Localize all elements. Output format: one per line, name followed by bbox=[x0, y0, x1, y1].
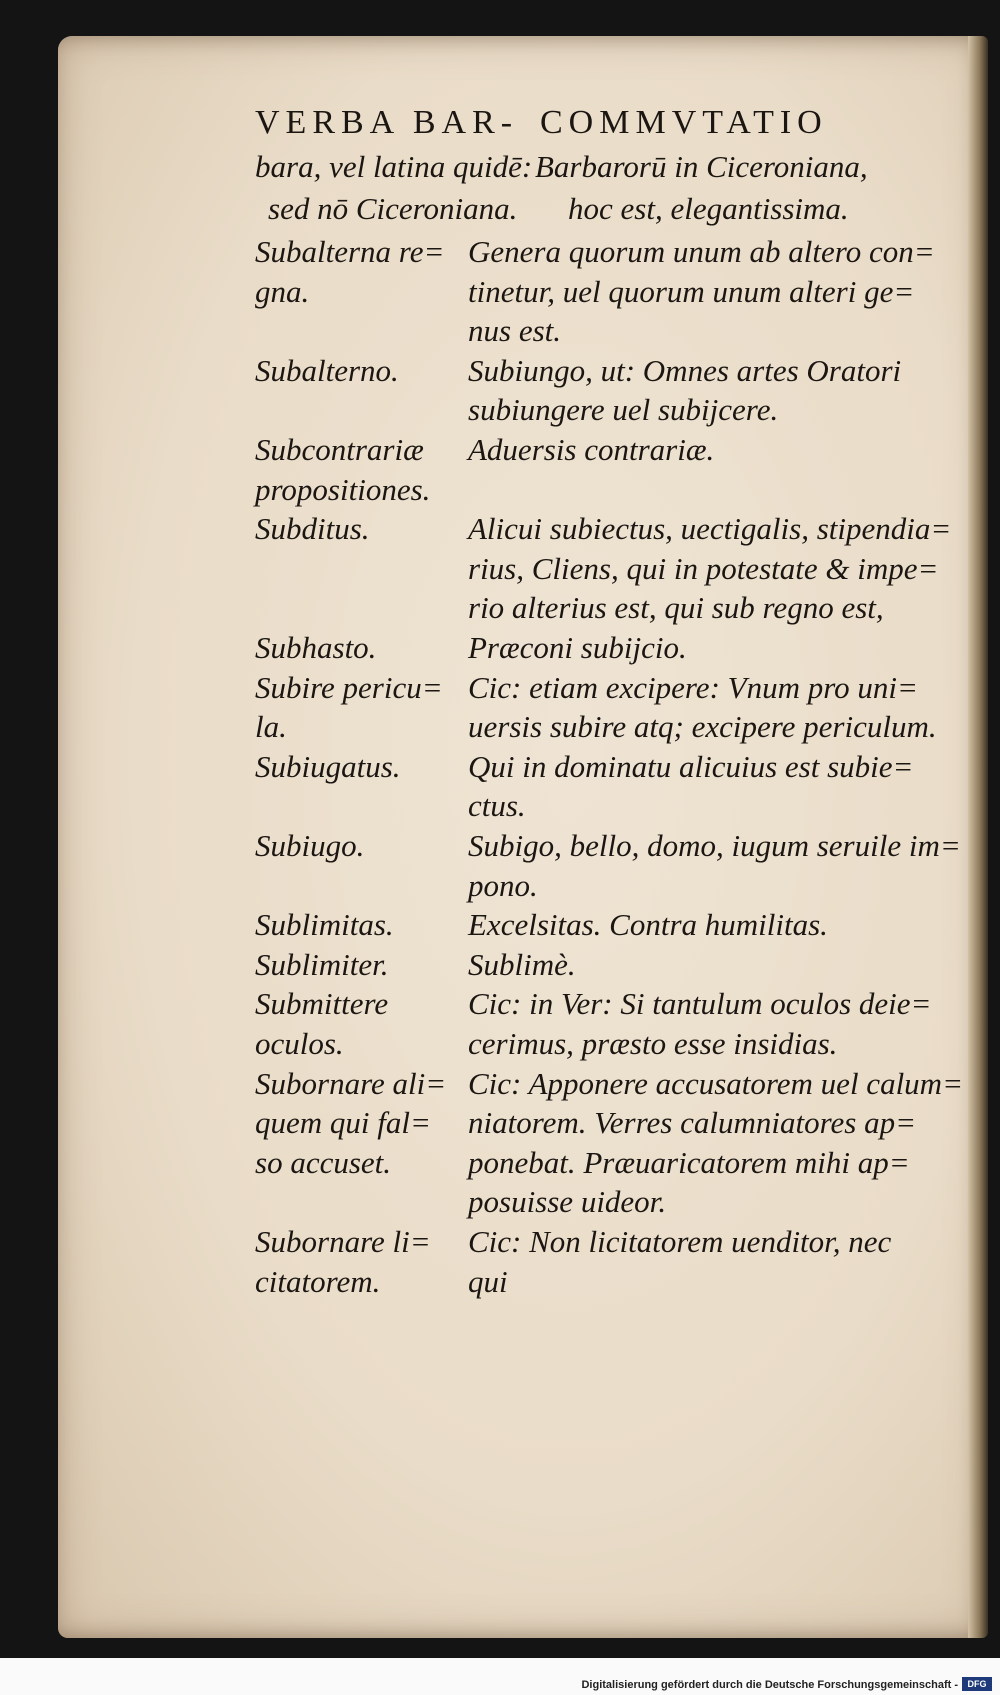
entry-term: propositiones. bbox=[255, 472, 431, 507]
entry-term: Subiugatus. bbox=[255, 749, 401, 784]
entry-term: Submittere bbox=[255, 986, 389, 1021]
header-left-title: VERBA BAR- bbox=[255, 104, 519, 141]
header-right-sub2: hoc est, elegantissima. bbox=[568, 191, 849, 226]
entry-term: Subiugo. bbox=[255, 828, 365, 863]
entry-definition: Subiungo, ut: Omnes artes Oratori bbox=[468, 353, 902, 388]
entry-definition: Cic: Non licitatorem uenditor, nec bbox=[468, 1224, 892, 1259]
entry-term: Sublimitas. bbox=[255, 907, 394, 942]
entry-definition: posuisse uideor. bbox=[468, 1184, 667, 1219]
header-right-title: COMMVTATIO bbox=[540, 104, 828, 141]
entry-definition: Præconi subijcio. bbox=[468, 630, 687, 665]
entry-term: citatorem. bbox=[255, 1264, 381, 1299]
footer-bar bbox=[0, 1658, 1000, 1695]
entry-term: Subornare li= bbox=[255, 1224, 431, 1259]
entry-term: Subalterno. bbox=[255, 353, 399, 388]
entry-term: so accuset. bbox=[255, 1145, 392, 1180]
entry-term: Sublimiter. bbox=[255, 947, 389, 982]
entry-definition: subiungere uel subijcere. bbox=[468, 392, 779, 427]
entry-definition: rio alterius est, qui sub regno est, bbox=[468, 590, 884, 625]
entry-term: Subire pericu= bbox=[255, 670, 443, 705]
header-right-sub1: Barbarorū in Ciceroniana, bbox=[535, 149, 868, 184]
entry-definition: Excelsitas. Contra humilitas. bbox=[468, 907, 828, 942]
dfg-logo: DFG bbox=[962, 1677, 992, 1691]
footer-credit: Digitalisierung gefördert durch die Deutsche Forschungsgemeinschaft - bbox=[581, 1679, 958, 1691]
entry-term: Subditus. bbox=[255, 511, 370, 546]
entry-term: quem qui fal= bbox=[255, 1105, 431, 1140]
entry-definition: cerimus, præsto esse insidias. bbox=[468, 1026, 838, 1061]
entry-term: Subornare ali= bbox=[255, 1066, 447, 1101]
entry-definition: nus est. bbox=[468, 313, 561, 348]
entry-definition: rius, Cliens, qui in potestate & impe= bbox=[468, 551, 939, 586]
entry-definition: tinetur, uel quorum unum alteri ge= bbox=[468, 274, 915, 309]
entry-definition: ponebat. Præuaricatorem mihi ap= bbox=[468, 1145, 910, 1180]
entry-definition: niatorem. Verres calumniatores ap= bbox=[468, 1105, 916, 1140]
entry-term: oculos. bbox=[255, 1026, 344, 1061]
header-left-sub1: bara, vel latina quidē: bbox=[255, 149, 533, 184]
entry-definition: pono. bbox=[468, 868, 538, 903]
entry-definition: Cic: etiam excipere: Vnum pro uni= bbox=[468, 670, 918, 705]
entry-term: la. bbox=[255, 709, 287, 744]
entry-definition: Alicui subiectus, uectigalis, stipendia= bbox=[468, 511, 952, 546]
entry-definition: Sublimè. bbox=[468, 947, 576, 982]
entry-definition: Cic: Apponere accusatorem uel calum= bbox=[468, 1066, 963, 1101]
entry-term: gna. bbox=[255, 274, 310, 309]
entry-term: Subhasto. bbox=[255, 630, 377, 665]
entry-definition: Cic: in Ver: Si tantulum oculos deie= bbox=[468, 986, 932, 1021]
entry-definition: Aduersis contrariæ. bbox=[468, 432, 715, 467]
entry-definition: uersis subire atq; excipere periculum. bbox=[468, 709, 937, 744]
entry-definition: Qui in dominatu alicuius est subie= bbox=[468, 749, 914, 784]
entry-definition: Genera quorum unum ab altero con= bbox=[468, 234, 935, 269]
entry-term: Subalterna re= bbox=[255, 234, 445, 269]
entry-definition: qui bbox=[468, 1264, 508, 1299]
page-edge bbox=[968, 36, 988, 1638]
entry-term: Subcontrariæ bbox=[255, 432, 424, 467]
header-left-sub2: sed nō Ciceroniana. bbox=[268, 191, 518, 226]
entry-definition: ctus. bbox=[468, 788, 526, 823]
entry-definition: Subigo, bello, domo, iugum seruile im= bbox=[468, 828, 961, 863]
